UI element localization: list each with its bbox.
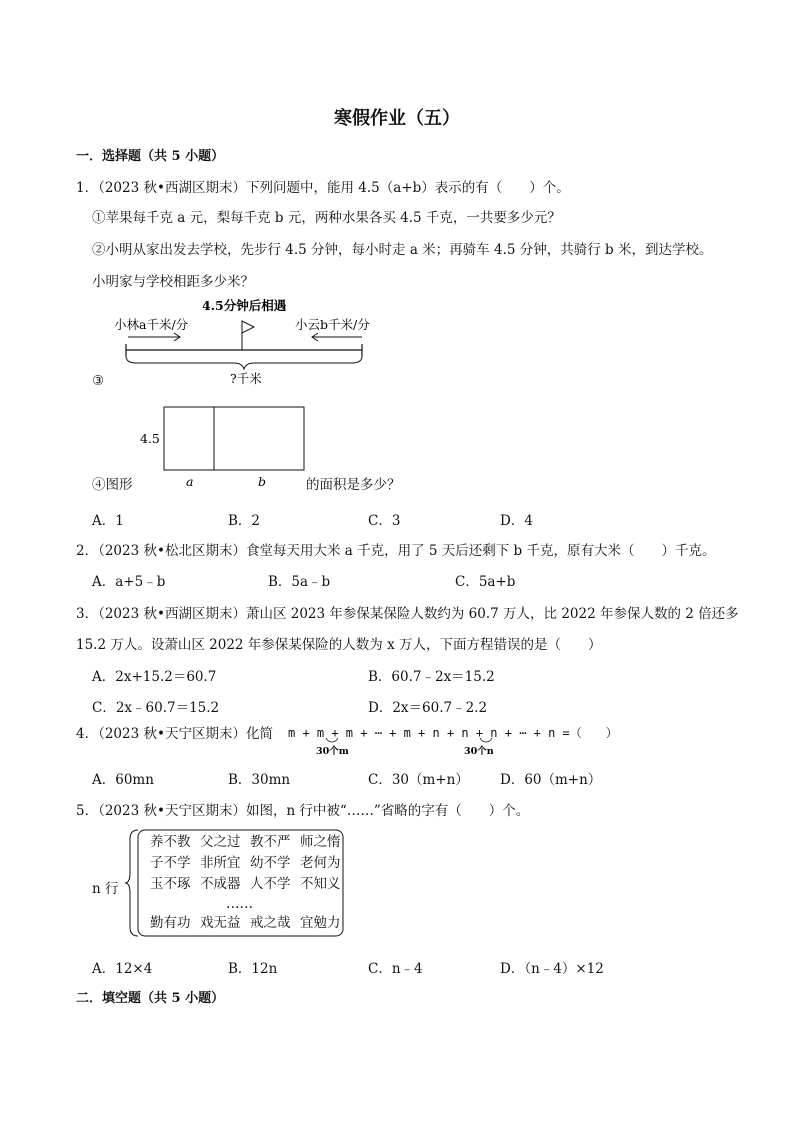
poem-cell: 戏无益 [200,915,241,931]
q5-poem-grid [150,832,350,934]
q4-option-b[interactable]: B．30mn [228,772,291,788]
q5-option-c[interactable]: C．n﹣4 [368,961,423,977]
poem-ellipsis: …… [226,896,253,912]
q1-fig3-meeting-diagram [90,293,390,393]
poem-cell: 老何为 [300,855,341,871]
q2-stem: 2．（2023 秋•松北区期末）食堂每天用大米 a 千克，用了 5 天后还剩下 b 千克，原有大米（ ）千克。 [76,543,716,559]
q4-brace-n [480,738,492,742]
q4-option-d[interactable]: D．60（m+n） [500,772,602,788]
q4-option-a[interactable]: A．60mn [92,772,154,788]
poem-cell: 父之过 [200,834,241,850]
q3-option-c[interactable]: C．2x﹣60.7＝15.2 [92,700,220,716]
q4-brace-n-label: 30个n [464,746,494,757]
q4-brace-m [326,738,338,742]
fig4-side-label: 4.5 [140,431,160,446]
fig3-left-label: 小林a千米/分 [114,317,189,332]
q4-expression: m + m + m + ⋯ + m + n + n + n + ⋯ + n =（ ） [288,726,618,740]
q1-item2-line1: ②小明从家出发去学校，先步行 4.5 分钟，每小时走 a 米；再骑车 4.5 分钟，共骑行 b 米，到达学校。 [92,242,713,258]
flag-icon [242,321,254,333]
q1-stem: 1．（2023 秋•西湖区期末）下列问题中，能用 4.5（a+b）表示的有（ ）个。 [76,180,570,196]
poem-cell: 勤有功 [150,915,191,931]
poem-row [150,874,350,895]
q4-brace-m-label: 30个m [316,746,349,757]
fig4-label-a: a [186,474,194,489]
poem-cell: 戒之哉 [250,915,291,931]
q3-option-b[interactable]: B．60.7﹣2x＝15.2 [368,669,495,685]
fig3-bottom-label: ?千米 [230,371,262,386]
poem-ellipsis-row [150,895,350,913]
q5-option-b[interactable]: B．12n [228,961,278,977]
q4-option-c[interactable]: C．30（m+n） [368,772,469,788]
poem-cell: 人不学 [250,876,291,892]
q3-stem-line1: 3．（2023 秋•西湖区期末）萧山区 2023 年参保某保险人数约为 60.7 万人，比 2022 年参保人数的 2 倍还多 [76,606,739,622]
q1-option-a[interactable]: A．1 [92,513,124,529]
fig3-brace [126,356,362,369]
poem-cell: 子不学 [150,855,191,871]
q5-option-d[interactable]: D．（n﹣4）×12 [500,961,604,977]
poem-cell: 非所宜 [200,855,241,871]
poem-cell: 玉不琢 [150,876,191,892]
poem-row [150,853,350,874]
poem-cell: 幼不学 [250,855,291,871]
q2-option-c[interactable]: C．5a+b [455,574,516,590]
fig3-top-label: 4.5分钟后相遇 [202,298,287,313]
poem-cell: 养不教 [150,834,191,850]
poem-row-last [150,913,350,934]
section-heading-fill-in: 二．填空题（共 5 小题） [76,991,225,1006]
fig4-outer-rect [164,407,304,470]
section-heading-choice: 一．选择题（共 5 小题） [76,149,225,164]
poem-row [150,832,350,853]
fig4-label-b: b [258,474,267,489]
q1-item4-suffix: 的面积是多少？ [306,477,401,493]
q5-stem: 5．（2023 秋•天宁区期末）如图，n 行中被“……”省略的字有（ ）个。 [76,803,530,819]
q1-option-b[interactable]: B．2 [228,513,261,529]
poem-cell: 不知义 [300,876,341,892]
q1-fig4-rectangle-diagram [136,402,311,497]
q4-stem-prefix: 4．（2023 秋•天宁区期末）化简 [76,726,273,742]
q5-option-a[interactable]: A．12×4 [92,961,153,977]
q1-item3-marker: ③ [92,373,105,389]
q5-row-label: n 行 [92,881,119,897]
q1-item4-prefix: ④图形 [92,477,133,493]
q3-stem-line2: 15.2 万人。设萧山区 2022 年参保某保险的人数为 x 万人，下面方程错误的是（ ） [76,637,602,653]
q1-option-d[interactable]: D．4 [500,513,533,529]
poem-cell: 不成器 [200,876,241,892]
q2-option-b[interactable]: B．5a﹣b [268,574,331,590]
q4-brace-labels [300,736,560,760]
poem-cell: 宜勉力 [300,915,341,931]
q1-option-c[interactable]: C．3 [368,513,401,529]
poem-cell: 教不严 [250,834,291,850]
fig3-right-label: 小云b千米/分 [295,317,370,332]
q2-option-a[interactable]: A．a+5﹣b [92,574,166,590]
q3-option-a[interactable]: A．2x+15.2＝60.7 [92,669,217,685]
q5-left-brace [125,830,138,936]
q3-option-d[interactable]: D．2x＝60.7﹣2.2 [368,700,488,716]
q1-item1: ①苹果每千克 a 元，梨每千克 b 元，两种水果各买 4.5 千克，一共要多少元？ [92,210,561,226]
page-title: 寒假作业（五） [334,108,460,129]
q1-item2-line2: 小明家与学校相距多少米？ [92,274,254,290]
poem-cell: 师之惰 [300,834,341,850]
